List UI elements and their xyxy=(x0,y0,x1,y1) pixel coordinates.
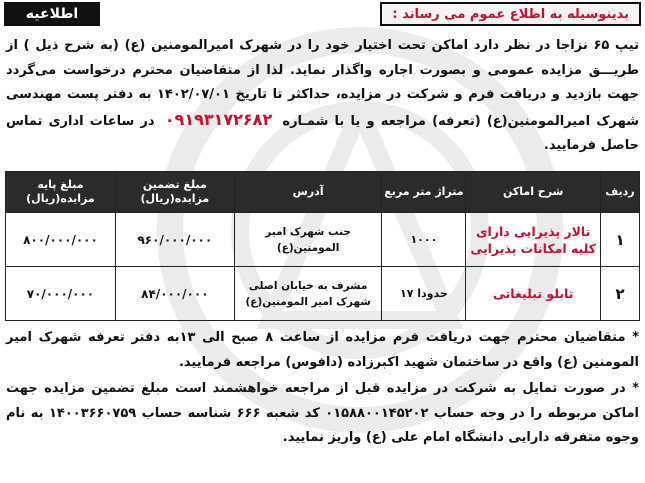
header-row xyxy=(4,2,641,28)
col-header-base: مبلغ پایه مزایده(ریال) xyxy=(6,172,116,213)
table-row xyxy=(6,213,640,267)
row-area: ۱۰۰۰ xyxy=(382,213,466,267)
intro-text-end: در ساعات اداری تماس حاصل فرمایید. xyxy=(6,113,639,153)
row-description: تالار پذیرایی دارای کلیه امکانات پذیرایی xyxy=(466,213,601,267)
row-guarantee: ۸۴/۰۰۰/۰۰۰ xyxy=(115,267,234,321)
row-area: حدودا ۱۷ xyxy=(382,267,466,321)
row-guarantee: ۹۶۰/۰۰۰/۰۰۰ xyxy=(115,213,234,267)
table-header-row xyxy=(6,172,640,213)
note-item: * در صورت تمایل به شرکت در مزایده قبل از مراجعه خواهشمند است مبلغ تضمین مزایده جهت اماکن مربوطه را در وجه حساب ۰۱۵۸۸۰۰۱۴۵۲۰۲ کد شعبه ۶۶۶ شناسه حساب ۱۴۰۰۳۶۶۰۷۵۹ به نام وجوه متفرقه دارایی دانشگاه امام علی (ع) واریز نمایید. xyxy=(6,381,640,445)
row-base-price: ۷۰/۰۰۰/۰۰۰ xyxy=(6,267,116,321)
row-description: تابلو تبلیغاتی xyxy=(466,267,601,321)
col-header-row: ردیف xyxy=(601,172,640,213)
row-base-price: ۸۰۰/۰۰۰/۰۰۰ xyxy=(6,213,116,267)
notes-section xyxy=(6,326,639,453)
col-header-address: آدرس xyxy=(234,172,382,213)
table-row xyxy=(6,267,640,321)
row-number: ۲ xyxy=(601,267,640,321)
col-header-desc: شرح اماکن xyxy=(466,172,601,213)
page-title: اطلاعیه xyxy=(4,2,100,26)
announcement-label: بدینوسیله به اطلاع عموم می رساند : xyxy=(380,2,641,26)
row-address: جنب شهرک امیر المومنین(ع) xyxy=(234,213,382,267)
row-number: ۱ xyxy=(601,213,640,267)
row-address: مشرف به خیابان اصلی شهرک امیر المومنین(ع) xyxy=(234,267,382,321)
contact-phone: ۰۹۱۹۳۱۷۲۶۸۲ xyxy=(164,109,273,129)
col-header-guarantee: مبلغ تضمین مزایده(ریال) xyxy=(115,172,234,213)
intro-paragraph xyxy=(6,34,639,159)
col-header-area: متراژ متر مربع xyxy=(382,172,466,213)
auction-table xyxy=(5,171,640,321)
intro-text-main: تیپ ۶۵ نزاجا در نظر دارد اماکن تحت اختیار خود را در شهرک امیرالمومنین (ع) (به شرح ذیل ) از طریـــق مزایده عمومی و بصورت اجاره واگذار نماید. لذا از متقاضیان محترم درخواست می‌گردد جهت بازدید و دریافت فرم و شرکت در مزایده، حداکثر تا تاریخ ۱۴۰۲/۰۷/۰۱ به دفتر پست مهندسی شهرک امیرالمومنین(ع) (تعرفه) مراجعه و یا با شمـاره xyxy=(6,38,640,129)
note-item: * متقاضیان محترم جهت دریافت فرم مزایده از ساعت ۸ صبح الی ۱۳به دفتر تعرفه شهرک امیر المومنین (ع) واقع در ساختمان شهید اکبرزاده (دافوس) مراجعه فرمایید. xyxy=(6,330,639,370)
